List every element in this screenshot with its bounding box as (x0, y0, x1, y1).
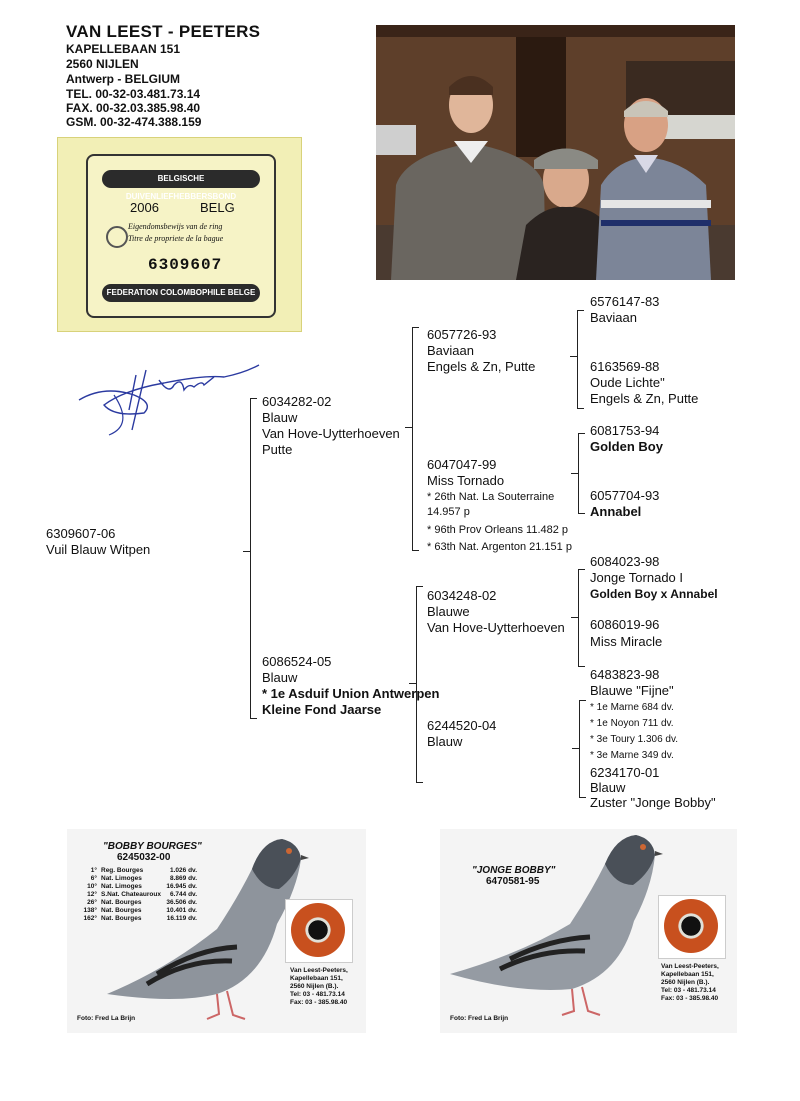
result-birds: 10.401 dv. (166, 907, 197, 914)
ss-breeder: Engels & Zn, Putte (427, 359, 536, 374)
owner-line: Kapellebaan 151, (290, 975, 343, 982)
result-birds: 6.744 dv. (170, 891, 197, 898)
sire-color: Blauw (262, 410, 298, 425)
result-race: Reg. Bourges (101, 867, 144, 874)
subject-color: Vuil Blauw Witpen (46, 542, 151, 557)
dsd-ring: 6086019-96 (590, 617, 660, 632)
sdd-ring: 6057704-93 (590, 488, 660, 503)
sds-ring: 6081753-94 (590, 423, 660, 438)
photo-credit: Foto: Fred La Brijn (77, 1015, 136, 1022)
pigeon-photo-bobby-bourges (67, 829, 366, 1033)
result-place: 6° (90, 875, 97, 882)
ds-ring: 6034248-02 (427, 588, 497, 603)
sd-ring: 6047047-99 (427, 457, 497, 472)
owner-line: Fax: 03 - 385.98.40 (290, 999, 348, 1006)
result-birds: 16.945 dv. (166, 883, 197, 890)
pigeon-name: "JONGE BOBBY" (472, 865, 556, 876)
ssd-ring: 6163569-88 (590, 359, 660, 374)
result-place: 1° (90, 867, 97, 874)
ring-certificate (57, 137, 302, 332)
ddd-name: Blauw (590, 780, 626, 795)
sd-result: * 26th Nat. La Souterraine (427, 491, 555, 503)
pigeon-ring: 6245032-00 (117, 852, 171, 863)
dd-ring: 6244520-04 (427, 718, 497, 733)
dam-result: * 1e Asduif Union Antwerpen (262, 686, 440, 701)
result-birds: 16.119 dv. (166, 915, 197, 922)
result-race: S.Nat. Chateauroux (101, 891, 161, 898)
address-line: KAPELLEBAAN 151 (66, 42, 181, 56)
sd-result: * 96th Prov Orleans 11.482 p (427, 524, 569, 536)
owner-line: Tel: 03 - 481.73.14 (290, 991, 345, 998)
dds-result: * 1e Noyon 711 dv. (590, 718, 674, 729)
dsd-name: Miss Miracle (590, 634, 663, 649)
phone-line: TEL. 00-32-03.481.73.14 (66, 87, 201, 101)
owner-line: 2560 Nijlen (B.). (290, 983, 339, 990)
ddd-ring: 6234170-01 (590, 765, 660, 780)
fax-line: FAX. 00-32.03.385.98.40 (66, 101, 201, 115)
pigeon-photo-jonge-bobby (440, 829, 737, 1033)
ss-ring: 6057726-93 (427, 327, 497, 342)
result-birds: 1.026 dv. (170, 867, 197, 874)
address-line: 2560 NIJLEN (66, 57, 139, 71)
pigeon-ring: 6470581-95 (486, 876, 540, 887)
eye-photo (658, 895, 726, 959)
pigeon-name: "BOBBY BOURGES" (103, 841, 202, 852)
address-line: Antwerp - BELGIUM (66, 72, 180, 86)
dds-name: Blauwe "Fijne" (590, 683, 674, 698)
eye-photo (285, 899, 353, 963)
owner-line: Van Leest-Peeters, (661, 963, 719, 970)
card-text-nl: Eigendomsbewijs van de ring (128, 222, 223, 231)
result-place: 12° (87, 891, 97, 898)
dss-ring: 6084023-98 (590, 554, 660, 569)
sd-name: Miss Tornado (427, 473, 505, 488)
dam-color: Blauw (262, 670, 298, 685)
result-race: Nat. Bourges (101, 907, 142, 914)
result-birds: 8.869 dv. (170, 875, 197, 882)
gsm-line: GSM. 00-32-474.388.159 (66, 115, 202, 129)
subject-ring: 6309607-06 (46, 526, 116, 541)
ssd-name: Oude Lichte" (590, 375, 665, 390)
sdd-name: Annabel (590, 504, 642, 519)
dss-note: Golden Boy x Annabel (590, 587, 718, 601)
dss-name: Jonge Tornado I (590, 570, 683, 585)
sd-result: 14.957 p (427, 506, 470, 518)
result-race: Nat. Limoges (101, 875, 142, 882)
sire-ring: 6034282-02 (262, 394, 332, 409)
dds-result: * 3e Marne 349 dv. (590, 750, 674, 761)
signature (74, 355, 264, 440)
ring-emblem-icon (106, 226, 128, 248)
card-year: 2006 (130, 200, 159, 215)
owner-line: 2560 Nijlen (B.). (661, 979, 710, 986)
owner-name: VAN LEEST - PEETERS (66, 22, 261, 41)
ss-name: Baviaan (427, 343, 474, 358)
card-text-fr: Titre de propriete de la bague (128, 234, 224, 243)
card-bottom-banner: FEDERATION COLOMBOPHILE BELGE (102, 284, 260, 302)
family-photo (376, 25, 735, 280)
owner-line: Tel: 03 - 481.73.14 (661, 987, 716, 994)
sds-name: Golden Boy (590, 439, 663, 454)
ddd-note: Zuster "Jonge Bobby" (590, 795, 716, 810)
owner-line: Kapellebaan 151, (661, 971, 714, 978)
dam-result: Kleine Fond Jaarse (262, 702, 382, 717)
result-race: Nat. Limoges (101, 883, 142, 890)
result-place: 138° (83, 907, 97, 914)
ds-name: Blauwe (427, 604, 470, 619)
pigeon-eye-icon (291, 903, 345, 957)
sd-result: * 63th Nat. Argenton 21.151 p (427, 541, 572, 553)
sss-name: Baviaan (590, 310, 637, 325)
sire-breeder: Van Hove-Uytterhoeven (262, 426, 400, 441)
result-place: 26° (87, 899, 97, 906)
dam-ring: 6086524-05 (262, 654, 332, 669)
result-race: Nat. Bourges (101, 915, 142, 922)
result-place: 162° (83, 915, 97, 922)
ssd-breeder: Engels & Zn, Putte (590, 391, 699, 406)
ds-breeder: Van Hove-Uytterhoeven (427, 620, 565, 635)
dd-name: Blauw (427, 734, 463, 749)
pigeon-eye-icon (664, 899, 718, 953)
result-birds: 36.506 dv. (166, 899, 197, 906)
photo-credit: Foto: Fred La Brijn (450, 1015, 509, 1022)
sss-ring: 6576147-83 (590, 294, 660, 309)
card-top-banner: BELGISCHE DUIVENLIEFHEBBERSBOND (102, 170, 260, 188)
result-place: 10° (87, 883, 97, 890)
owner-line: Fax: 03 - 385.98.40 (661, 995, 719, 1002)
dds-ring: 6483823-98 (590, 667, 660, 682)
sire-place: Putte (262, 442, 293, 457)
result-race: Nat. Bourges (101, 899, 142, 906)
card-country: BELG (200, 200, 235, 215)
card-number: 6309607 (148, 256, 223, 274)
dds-result: * 1e Marne 684 dv. (590, 702, 674, 713)
dds-result: * 3e Toury 1.306 dv. (590, 734, 679, 745)
owner-line: Van Leest-Peeters, (290, 967, 348, 974)
